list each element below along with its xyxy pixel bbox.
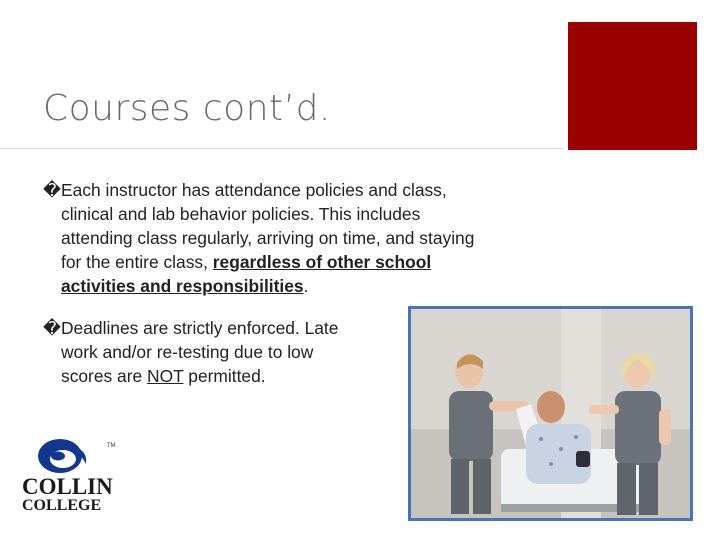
bullet-text: permitted. [183,366,266,386]
bullet-text: Each instructor has attendance policies and class, [61,180,447,200]
title-divider [0,148,564,149]
emphasis-text: activities and responsibilities [61,276,304,296]
emphasis-text: NOT [147,366,184,386]
bullet-line [43,316,383,340]
bullet-text: clinical and lab behavior policies. This includes [61,204,421,224]
bullet-line [43,178,543,202]
classroom-photo [408,306,693,521]
collin-swoosh-icon [22,436,122,516]
slide-title: Courses cont’d. [43,88,331,129]
bullet-marker: � [43,180,61,200]
bullet-attendance [43,178,543,298]
bullet-text: scores are [61,366,148,386]
logo-text-line1: COLLIN [22,474,113,499]
photo-illustration [411,309,690,518]
logo-text-line2: COLLEGE [22,497,102,514]
bullet-line [43,274,543,298]
collin-college-logo [22,436,122,516]
bullet-text: . [303,276,309,296]
bullet-text: Deadlines are strictly enforced. Late [61,318,339,338]
accent-block [568,22,697,150]
bullet-text: attending class regularly, arriving on time, and staying [61,228,475,248]
bullet-line [43,250,543,274]
bullet-text: for the entire class, [61,252,213,272]
emphasis-text: regardless of other school [212,252,432,272]
bullet-marker: � [43,318,61,338]
bullet-deadlines [43,316,383,388]
bullet-line [43,364,383,388]
bullet-text: work and/or re-testing due to low [61,342,314,362]
trademark-mark: TM [107,443,116,449]
